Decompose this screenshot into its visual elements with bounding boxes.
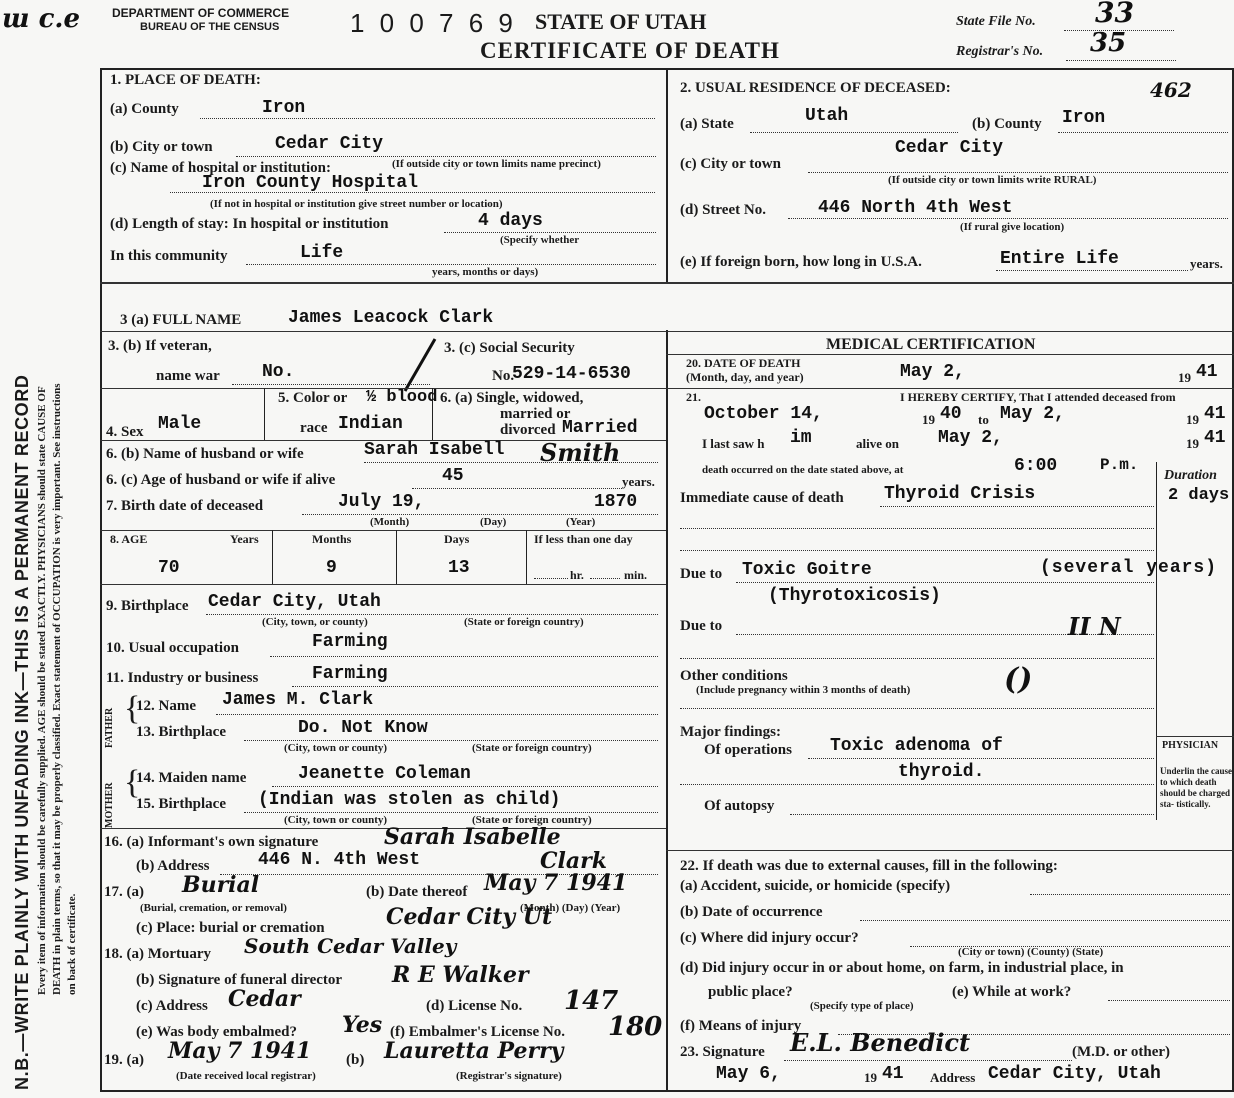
mortuary-value: South Cedar Valley — [244, 934, 457, 958]
veteran-value: No. — [262, 362, 295, 382]
external-d-label: (d) Did injury occur in or about home, on farm, in industrial place, in — [680, 960, 1124, 976]
external-e-label: (e) While at work? — [952, 984, 1072, 1000]
external-d-note: (Specify type of place) — [810, 1000, 914, 1012]
external-a-line — [1030, 894, 1230, 895]
external-a-label: (a) Accident, suicide, or homicide (specify) — [680, 878, 951, 894]
blank-line-528 — [680, 528, 1154, 529]
registrar-number-label: Registrar's No. — [956, 44, 1044, 59]
burial-note: (Burial, cremation, or removal) — [140, 902, 287, 914]
autopsy-line — [790, 814, 1154, 815]
external-f-label: (f) Means of injury — [680, 1018, 802, 1034]
medical-heading-line — [666, 354, 1234, 355]
sidebar-instruction-line-3: on back of certificate. — [66, 893, 78, 995]
fullname-value: James Leacock Clark — [288, 308, 494, 328]
last-saw-label: I last saw h — [702, 436, 765, 451]
due-to-label-2: Due to — [680, 618, 723, 634]
res-street-line — [788, 218, 1228, 219]
physician-initials: II N — [1068, 612, 1121, 641]
due-to-duration: (several years) — [1040, 558, 1218, 578]
state-file-label: State File No. — [956, 14, 1036, 29]
permanent-record-notice: N.B.—WRITE PLAINLY WITH UNFADING INK—THIS IS A PERMANENT RECORD — [12, 374, 32, 1090]
embalmed-label: (e) Was body embalmed? — [136, 1024, 297, 1040]
age-months-label: Months — [312, 532, 352, 546]
father-city-note: (City, town or county) — [284, 742, 388, 754]
specify-note: (Specify whether — [500, 234, 580, 246]
age-label: 8. AGE — [110, 532, 148, 546]
last-saw-him: im — [790, 428, 812, 448]
foreign-line — [996, 270, 1188, 271]
mdy-note: (Month) (Day) (Year) — [520, 902, 621, 914]
embalmer-license-value: 180 — [608, 1012, 663, 1042]
other-conditions-label: Other conditions — [680, 668, 788, 684]
mother-birthplace-line — [244, 812, 658, 813]
license-value: 147 — [564, 986, 619, 1016]
res-city-line — [808, 172, 1228, 173]
birthplace-note-1: (City, town, or county) — [262, 616, 368, 628]
mortuary-label: 18. (a) Mortuary — [104, 946, 212, 962]
age-months-value: 9 — [326, 558, 337, 578]
divider-828 — [100, 828, 666, 829]
res-state-line — [750, 132, 958, 133]
immediate-duration: 2 days — [1168, 486, 1230, 505]
date-thereof-label: (b) Date thereof — [366, 884, 468, 900]
res-street-value: 446 North 4th West — [818, 198, 1013, 218]
director-signature: R E Walker — [392, 962, 529, 988]
state-title: STATE OF UTAH — [535, 9, 707, 34]
res-street-label: (d) Street No. — [680, 202, 766, 218]
sidebar-instruction-line-2: DEATH in plain terms, so that it may be properly classified. Exact statement of OCCUPATION is very important. See instructions — [51, 383, 63, 995]
day-note: (Day) — [480, 516, 507, 528]
death-occurred-label: death occurred on the date stated above, at — [702, 464, 904, 476]
age-col-2 — [396, 530, 397, 584]
medical-divider — [666, 330, 668, 1092]
age-days-label: Days — [444, 532, 470, 546]
death-county-value: Iron — [262, 98, 306, 118]
father-brace: { — [124, 690, 141, 727]
age-less-label: If less than one day — [534, 532, 633, 546]
mother-name-label: 14. Maiden name — [136, 770, 247, 786]
age-hr-line — [534, 578, 568, 579]
birthplace-label: 9. Birthplace — [106, 598, 189, 614]
external-b-line — [860, 920, 1230, 921]
mother-state-note: (State or foreign country) — [472, 814, 592, 826]
burial-place-label: (c) Place: burial or cremation — [136, 920, 325, 936]
age-years-label: Years — [230, 532, 259, 546]
foreign-label: (e) If foreign born, how long in U.S.A. — [680, 254, 922, 270]
mother-side-label: MOTHER — [104, 782, 115, 828]
signature-label: 23. Signature — [680, 1044, 765, 1060]
name-divider — [100, 331, 1234, 332]
color-label: 5. Color or — [278, 390, 348, 406]
race-value: Indian — [338, 414, 403, 434]
father-state-note: (State or foreign country) — [472, 742, 592, 754]
due-to-sub-value: (Thyrotoxicosis) — [768, 586, 941, 606]
res-county-label: (b) County — [972, 116, 1042, 132]
hospital-label: (c) Name of hospital or institution: — [110, 160, 331, 176]
marital-label-2: married or — [500, 406, 571, 422]
birthplace-line — [206, 614, 658, 615]
residence-heading: 2. USUAL RESIDENCE OF DECEASED: — [680, 80, 951, 96]
section-divider-1 — [100, 282, 1234, 284]
attended-from-year: 40 — [940, 404, 962, 424]
age-col-1 — [272, 530, 273, 584]
stay-value: 4 days — [478, 211, 543, 231]
duration-label: Duration — [1164, 468, 1217, 483]
immediate-cause-label: Immediate cause of death — [680, 490, 844, 506]
county-label: (a) County — [110, 101, 179, 117]
ssn-no-label: No. — [492, 368, 515, 384]
ssn-label: 3. (c) Social Security — [444, 340, 575, 356]
ymd-note: years, months or days) — [432, 266, 539, 278]
birthplace-value: Cedar City, Utah — [208, 592, 381, 612]
father-birthplace-line — [244, 740, 658, 741]
alive-year: 41 — [1204, 428, 1226, 448]
father-birthplace-value: Do. Not Know — [298, 718, 428, 738]
am-pm: P.m. — [1100, 456, 1139, 474]
name-war-label: name war — [156, 368, 220, 384]
city-line — [236, 156, 656, 157]
occupation-value: Farming — [312, 632, 388, 652]
divider-388-right — [666, 388, 1234, 389]
alive-year-prefix: 19 — [1186, 436, 1199, 451]
spouse-value: Sarah Isabell — [364, 440, 505, 460]
mortuary-address-label: (c) Address — [136, 998, 208, 1014]
mortuary-address-value: Cedar — [228, 986, 301, 1012]
city-label: (b) City or town — [110, 139, 213, 155]
pen-stroke-mark — [395, 335, 445, 395]
stay-line — [444, 232, 656, 233]
due-to-label: Due to — [680, 566, 723, 582]
embalmer-license-label: (f) Embalmer's License No. — [390, 1024, 565, 1040]
due-to-value: Toxic Goitre — [742, 560, 872, 580]
industry-line — [292, 686, 658, 687]
street-location-note: (If not in hospital or institution give street number or location) — [210, 198, 503, 210]
immediate-cause-line — [880, 506, 1154, 507]
divider-584 — [100, 584, 666, 585]
divider-530 — [100, 530, 666, 531]
foreign-years: years. — [1190, 256, 1223, 271]
hospital-value: Iron County Hospital — [202, 173, 419, 193]
medical-heading: MEDICAL CERTIFICATION — [826, 336, 1036, 353]
birthplace-note-2: (State or foreign country) — [464, 616, 584, 628]
to-year-prefix: 19 — [1186, 412, 1199, 427]
dod-label-2: (Month, day, and year) — [686, 370, 804, 384]
spouse-age-label: 6. (c) Age of husband or wife if alive — [106, 472, 336, 488]
signature-year-prefix: 19 — [864, 1070, 877, 1085]
external-c-note: (City or town) (County) (State) — [958, 946, 1104, 958]
operations-line — [808, 758, 1154, 759]
license-label: (d) License No. — [426, 998, 523, 1014]
other-conditions-note: (Include pregnancy within 3 months of death) — [696, 684, 911, 696]
address-value: 446 N. 4th West — [258, 850, 421, 870]
certify-text: I HEREBY CERTIFY, That I attended deceased from — [900, 390, 1176, 404]
certificate-title: CERTIFICATE OF DEATH — [480, 38, 780, 63]
res-county-line — [1058, 132, 1228, 133]
spouse-age-line — [412, 488, 622, 489]
mother-name-value: Jeanette Coleman — [298, 764, 471, 784]
dod-year-prefix: 19 — [1178, 370, 1191, 385]
age-min-line — [590, 578, 620, 579]
time-of-death: 6:00 — [1014, 456, 1058, 476]
embalmed-value: Yes — [342, 1012, 383, 1038]
blank-line-658 — [680, 658, 1154, 659]
father-name-value: James M. Clark — [222, 690, 374, 710]
month-note: (Month) — [370, 516, 410, 528]
registrar-signature: Lauretta Perry — [384, 1038, 564, 1064]
other-mark: () — [1004, 662, 1033, 697]
occupation-line — [270, 656, 658, 657]
blank-line-784 — [680, 784, 1154, 785]
attended-to-value: May 2, — [1000, 404, 1065, 424]
res-state-value: Utah — [805, 106, 849, 126]
res-city-note: (If outside city or town limits write RURAL) — [888, 174, 1097, 186]
industry-value: Farming — [312, 664, 388, 684]
mother-birthplace-label: 15. Birthplace — [136, 796, 226, 812]
signature-year: 41 — [882, 1064, 904, 1084]
mother-brace: { — [124, 764, 141, 801]
registrar-number-value: 35 — [1090, 28, 1127, 58]
dod-value: May 2, — [900, 362, 965, 382]
operations-value: Toxic adenoma of — [830, 736, 1003, 756]
margin-scribble: ɯ c.e — [2, 4, 80, 34]
major-findings-label: Major findings: — [680, 724, 781, 740]
underline-note: Underlin the cause to which death should be charged sta- tistically. — [1160, 766, 1232, 809]
birth-date-label: 7. Birth date of deceased — [106, 498, 264, 514]
attended-to-year: 41 — [1204, 404, 1226, 424]
occupation-label: 10. Usual occupation — [106, 640, 239, 656]
filed-b-label: (b) — [346, 1052, 365, 1068]
res-city-value: Cedar City — [895, 138, 1004, 158]
physician-box-top — [1156, 736, 1234, 737]
spouse-years-label: years. — [622, 474, 655, 489]
hospital-note: (If outside city or town limits name precinct) — [392, 158, 601, 170]
autopsy-label: Of autopsy — [704, 798, 775, 814]
father-name-label: 12. Name — [136, 698, 196, 714]
industry-label: 11. Industry or business — [106, 670, 259, 686]
age-col-3 — [526, 530, 527, 584]
external-b-label: (b) Date of occurrence — [680, 904, 823, 920]
top-divider — [666, 68, 668, 282]
father-name-line — [216, 714, 658, 715]
color-top-value: ½ blood — [366, 388, 438, 407]
physician-address: Cedar City, Utah — [988, 1064, 1161, 1084]
marital-label: 6. (a) Single, widowed, — [440, 390, 584, 406]
external-heading: 22. If death was due to external causes, fill in the following: — [680, 858, 1058, 874]
father-side-label: FATHER — [104, 707, 115, 748]
bureau-label: BUREAU OF THE CENSUS — [140, 21, 280, 33]
hr-label: hr. — [570, 568, 584, 582]
filed-date-note: (Date received local registrar) — [176, 1070, 316, 1082]
due-to-line — [736, 582, 1154, 583]
signature-date: May 6, — [716, 1064, 781, 1084]
physician-signature: E.L. Benedict — [790, 1028, 971, 1057]
birth-month-value: July 19, — [338, 492, 425, 512]
res-state-label: (a) State — [680, 116, 734, 132]
date-thereof-value: May 7 1941 — [484, 870, 628, 896]
mother-birthplace-value: (Indian was stolen as child) — [258, 790, 561, 810]
operations-label: Of operations — [704, 742, 792, 758]
physician-address-label: Address — [930, 1070, 976, 1085]
registrar-signature-note: (Registrar's signature) — [456, 1070, 562, 1082]
registrar-number-line — [1066, 60, 1176, 61]
dod-label: 20. DATE OF DEATH — [686, 356, 801, 370]
external-c-label: (c) Where did injury occur? — [680, 930, 859, 946]
address-label: (b) Address — [136, 858, 210, 874]
res-county-value: Iron — [1062, 108, 1106, 128]
physician-label: PHYSICIAN — [1162, 740, 1219, 751]
stay-label: (d) Length of stay: In hospital or institution — [110, 216, 389, 232]
age-years-value: 70 — [158, 558, 180, 578]
instruction-sidebar — [0, 0, 92, 1098]
ssn-value: 529-14-6530 — [512, 364, 631, 384]
external-e-line — [1108, 1000, 1230, 1001]
marital-label-3: divorced — [500, 422, 556, 438]
burial-place-value: Cedar City Ut — [386, 904, 553, 930]
race-label: race — [300, 420, 328, 436]
veteran-label: 3. (b) If veteran, — [108, 338, 212, 354]
place-of-death-heading: 1. PLACE OF DEATH: — [110, 72, 261, 88]
alive-on-label: alive on — [856, 436, 899, 451]
marital-value: Married — [562, 418, 638, 438]
dod-year-value: 41 — [1196, 362, 1218, 382]
md-label: (M.D. or other) — [1072, 1044, 1171, 1060]
from-year-prefix: 19 — [922, 412, 935, 427]
address-signature: Clark — [540, 848, 607, 874]
attended-from-value: October 14, — [704, 404, 823, 424]
blank-line-708 — [680, 708, 1154, 709]
mother-name-line — [272, 786, 658, 787]
filed-date-value: May 7 1941 — [168, 1038, 312, 1064]
community-value: Life — [300, 243, 344, 263]
spouse-label: 6. (b) Name of husband or wife — [106, 446, 304, 462]
birth-date-line — [302, 514, 658, 515]
community-line — [246, 264, 656, 265]
res-street-note: (If rural give location) — [960, 221, 1065, 233]
department-label: DEPARTMENT OF COMMERCE — [112, 6, 290, 20]
spouse-age-value: 45 — [442, 466, 464, 486]
sidebar-instruction-line-1: Every item of information should be carefully supplied. AGE should be stated EXACTLY. PHYSICIANS should state CAUSE OF — [36, 386, 48, 995]
to-label: to — [978, 412, 989, 427]
director-label: (b) Signature of funeral director — [136, 972, 343, 988]
spouse-handwritten: Smith — [540, 438, 621, 467]
year-note: (Year) — [566, 516, 596, 528]
county-line — [200, 118, 655, 119]
birth-year-value: 1870 — [594, 492, 638, 512]
filed-label: 19. (a) — [104, 1052, 144, 1068]
immediate-cause-value: Thyroid Crisis — [884, 484, 1036, 504]
duration-divider — [1156, 462, 1157, 820]
informant-label: 16. (a) Informant's own signature — [104, 834, 319, 850]
burial-value: Burial — [182, 872, 260, 898]
certify-number: 21. — [686, 390, 701, 404]
foreign-value: Entire Life — [1000, 249, 1119, 269]
signature-line — [784, 1060, 1072, 1061]
fullname-label: 3 (a) FULL NAME — [120, 312, 242, 328]
sex-value: Male — [158, 414, 202, 434]
operations-value-2: thyroid. — [898, 762, 985, 782]
min-label: min. — [624, 568, 648, 582]
alive-on-value: May 2, — [938, 428, 1003, 448]
blank-line-550 — [680, 550, 1154, 551]
father-birthplace-label: 13. Birthplace — [136, 724, 226, 740]
sex-divider — [264, 388, 265, 440]
sex-label: 4. Sex — [106, 424, 144, 440]
death-city-value: Cedar City — [275, 134, 384, 154]
mother-city-note: (City, town or county) — [284, 814, 388, 826]
certificate-number: 1 0 0 7 6 9 — [350, 8, 517, 38]
res-city-label: (c) City or town — [680, 156, 781, 172]
age-days-value: 13 — [448, 558, 470, 578]
divider-850 — [666, 850, 1234, 851]
community-label: In this community — [110, 248, 228, 264]
informant-signature: Sarah Isabelle — [384, 824, 561, 850]
burial-label: 17. (a) — [104, 884, 144, 900]
note-462: 462 — [1150, 78, 1192, 102]
state-file-value: 33 — [1095, 0, 1134, 29]
external-d-label-2: public place? — [708, 984, 793, 1000]
